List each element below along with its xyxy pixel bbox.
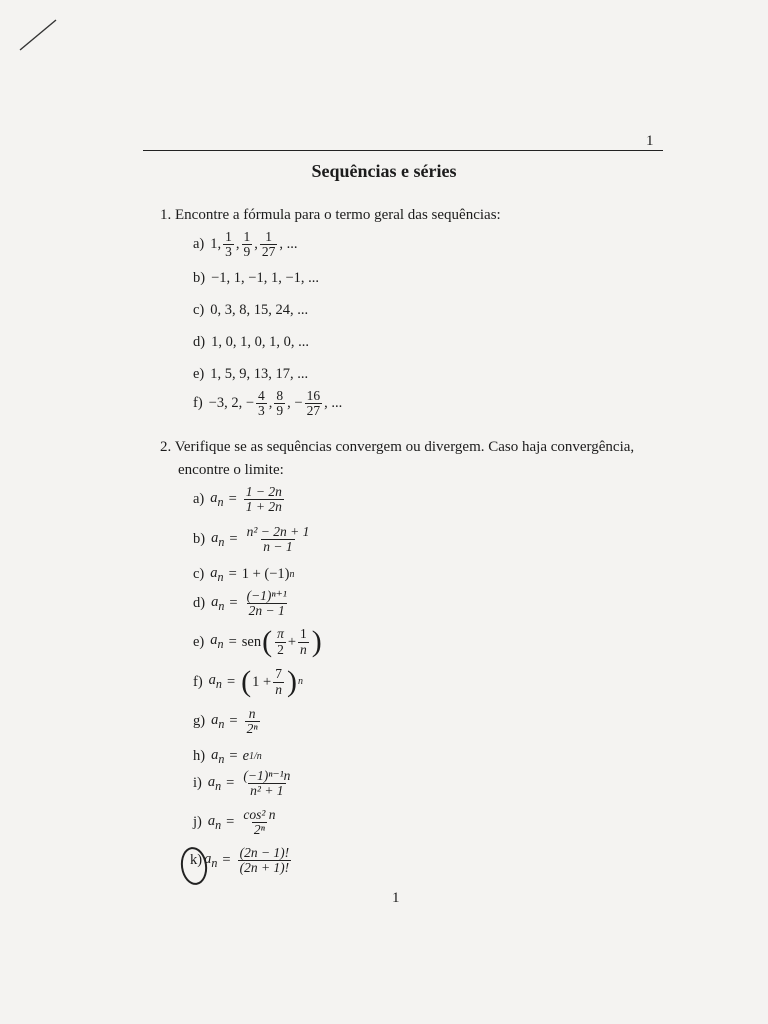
right-paren: ) xyxy=(311,625,322,658)
fraction: $\frac{\pi}{2}$ xyxy=(277,626,284,657)
an-term: $a_n$ xyxy=(210,489,224,509)
expression: 1 + xyxy=(252,673,272,690)
question-2 xyxy=(160,439,634,456)
q1-item-a: a) 1, $\frac{1}{3}$ , $\frac{1}{9}$ , $\frac{1}{27}$ , ... xyxy=(193,229,298,260)
an-term: $a_n$ xyxy=(204,850,218,870)
item-label: d) xyxy=(193,595,206,612)
question-2-line-2: encontre o limite: xyxy=(178,462,284,478)
expression: 1 + (−1) xyxy=(241,566,290,583)
question-2-number: 2. xyxy=(160,439,172,455)
left-paren: ( xyxy=(262,625,273,658)
fraction: $\frac{8}{9}$ xyxy=(276,388,284,419)
q2-item-i: i) $a_n$ = $\frac{\text{(−1)ⁿ⁻¹n}}{\text{n² + 1}}$ xyxy=(193,768,291,799)
fraction: $\frac{\text{n² − 2n + 1}}{n - 1}$ xyxy=(246,524,310,555)
q2-item-g: g) $a_n$ = $\frac{n}{\text{2ⁿ}}$ xyxy=(193,706,258,737)
q2-item-h: h) $a_n$ = e 1/n xyxy=(193,747,262,766)
fraction: $\frac{\text{(−1)ⁿ⁻¹n}}{\text{n² + 1}}$ xyxy=(243,768,291,799)
question-1 xyxy=(160,207,501,224)
an-term: $a_n$ xyxy=(208,672,222,691)
q1-item-d xyxy=(193,334,309,351)
question-2-line-1: Verifique se as sequências convergem ou divergem. Caso haja convergência, xyxy=(174,439,635,455)
q2-item-k: k) $a_n$ = $\frac{(2n - 1)!}{(2n + 1)!}$ xyxy=(190,845,290,876)
q2-item-c: c) $a_n$ = 1 + (−1) n xyxy=(193,565,295,584)
right-paren: ) xyxy=(286,665,297,698)
q1-item-b xyxy=(193,270,319,287)
fraction: $\frac{\text{cos² n}}{\text{2ⁿ}}$ xyxy=(243,807,276,838)
expression: e xyxy=(242,748,250,765)
q2-item-j: j) $a_n$ = $\frac{\text{cos² n}}{\text{2ⁿ}}$ xyxy=(193,807,276,838)
item-label: b) xyxy=(193,270,206,286)
fraction: $\frac{(2n - 1)!}{(2n + 1)!}$ xyxy=(239,845,290,876)
an-term: $a_n$ xyxy=(211,747,225,766)
item-label: g) xyxy=(193,713,206,730)
fraction: $\frac{1 - 2n}{1 + 2n}$ xyxy=(245,484,282,515)
an-term: $a_n$ xyxy=(210,632,224,651)
item-label: f) xyxy=(193,395,203,412)
item-label: a) xyxy=(193,236,205,253)
seq-tail: , ... xyxy=(279,236,298,253)
an-term: $a_n$ xyxy=(207,773,222,793)
question-1-number: 1. xyxy=(160,207,172,223)
pen-mark xyxy=(18,18,58,52)
item-label: b) xyxy=(193,531,206,548)
fraction: $\frac{1}{n}$ xyxy=(300,626,307,657)
plus-sign: + xyxy=(287,633,297,650)
header-page-number: 1 xyxy=(646,133,654,149)
an-term: $a_n$ xyxy=(211,711,225,731)
item-label: e) xyxy=(193,366,205,382)
header-rule xyxy=(143,150,663,151)
seq-text: 1, 5, 9, 13, 17, ... xyxy=(210,366,309,382)
fraction: $\frac{\text{(−1)ⁿ⁺¹}}{2n - 1}$ xyxy=(246,588,287,619)
item-label: d) xyxy=(193,334,206,350)
q2-item-f: f) $a_n$ = ( 1 + $\frac{7}{n}$ ) n xyxy=(193,665,303,698)
item-label: k) xyxy=(190,852,203,869)
an-term: $a_n$ xyxy=(207,812,222,832)
item-label: f) xyxy=(193,673,203,690)
question-1-text: Encontre a fórmula para o termo geral das sequências: xyxy=(175,207,501,223)
fraction: $\frac{16}{27}$ xyxy=(306,388,321,419)
seq-text: 1, 0, 1, 0, 1, 0, ... xyxy=(211,334,309,350)
q1-item-c xyxy=(193,302,308,319)
fraction: $\frac{n}{\text{2ⁿ}}$ xyxy=(246,706,258,737)
item-label: j) xyxy=(193,814,202,831)
seq-mid: , − xyxy=(287,395,303,412)
fraction: $\frac{1}{9}$ xyxy=(243,229,251,260)
function-name: sen xyxy=(241,633,262,650)
seq-prefix: 1, xyxy=(210,236,222,253)
footer-page-number: 1 xyxy=(392,890,400,906)
item-label: i) xyxy=(193,775,202,792)
fraction: $\frac{1}{27}$ xyxy=(261,229,276,260)
seq-text: −1, 1, −1, 1, −1, ... xyxy=(211,270,320,286)
q2-item-e: e) $a_n$ = sen ( $\frac{\pi}{2}$ + $\frac{1}{n}$ ) xyxy=(193,625,322,658)
seq-text: 0, 3, 8, 15, 24, ... xyxy=(210,302,309,318)
an-term: $a_n$ xyxy=(211,529,225,549)
item-label: c) xyxy=(193,302,205,318)
q2-item-b: b) $a_n$ = $\frac{\text{n² − 2n + 1}}{n - 1}$ xyxy=(193,524,310,555)
item-label: e) xyxy=(193,633,205,650)
an-term: $a_n$ xyxy=(210,565,224,584)
fraction: $\frac{7}{n}$ xyxy=(275,666,282,697)
document-title: Sequências e séries xyxy=(311,161,457,181)
q1-item-e xyxy=(193,366,308,383)
fraction: $\frac{1}{3}$ xyxy=(225,229,232,260)
an-term: $a_n$ xyxy=(211,593,225,613)
q2-item-a: a) $a_n$ = $\frac{1 - 2n}{1 + 2n}$ xyxy=(193,484,282,515)
q1-item-f: f) −3, 2, − $\frac{4}{3}$ , $\frac{8}{9}$ , − $\frac{16}{27}$ , ... xyxy=(193,388,343,419)
seq-prefix: −3, 2, − xyxy=(208,395,255,412)
q2-item-d: d) $a_n$ = $\frac{\text{(−1)ⁿ⁺¹}}{2n - 1}$ xyxy=(193,588,287,619)
left-paren: ( xyxy=(241,665,252,698)
item-label: c) xyxy=(193,566,205,583)
item-label: h) xyxy=(193,748,206,765)
seq-tail: , ... xyxy=(324,395,343,412)
item-label: a) xyxy=(193,491,205,508)
fraction: $\frac{4}{3}$ xyxy=(258,388,265,419)
